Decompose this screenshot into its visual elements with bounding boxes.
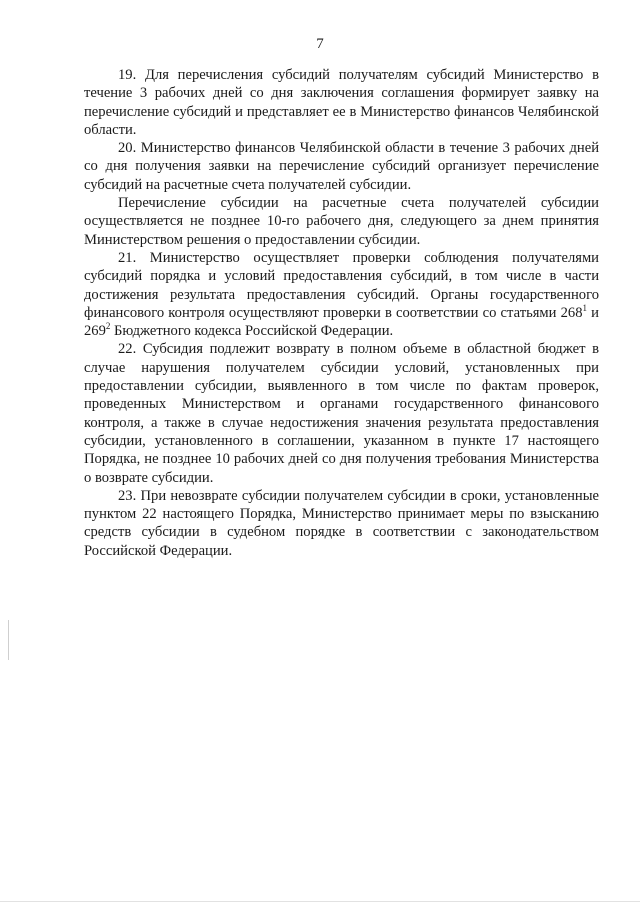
paragraph-21 — [84, 249, 599, 340]
paragraph-23: 23. При невозврате субсидии получателем субсидии в сроки, установленные пунктом 22 настоящего Порядка, Министерство принимает меры по взысканию средств субсидии в судебном порядке в соответствии с законодательством Российской Федерации. — [84, 487, 599, 559]
paragraph-21-and: и 269 — [84, 304, 599, 340]
document-body — [84, 66, 599, 560]
paragraph-20-continued: Перечисление субсидии на расчетные счета получателей субсидии осуществляется не позднее 10-го рабочего дня, следующего за днем принятия Министерством решения о предоставлении субсидии. — [84, 195, 599, 248]
paragraph-22: 22. Субсидия подлежит возврату в полном объеме в областной бюджет в случае нарушения получателем субсидии условий, установленных при предоставлении субсидии, выявленного в том числе по фактам проверок, проведенных Министерством и органами государственного финансового контроля, а также в случае недостижения значения результата предоставления субсидии, установленного в соглашении, указанном в пункте 17 настоящего Порядка, не позднее 10 рабочих дней со дня получения требования Министерства о возврате субсидии. — [84, 341, 599, 486]
paragraph-19: 19. Для перечисления субсидий получателям субсидий Министерство в течение 3 рабочих дней со дня заключения соглашения формирует заявку на перечисление субсидий и представляет ее в Министерство финансов Челябинской области. — [84, 67, 599, 138]
scan-artifact-bottom-edge — [0, 901, 640, 902]
paragraph-20: 20. Министерство финансов Челябинской области в течение 3 рабочих дней со дня получения заявки на перечисление субсидий организует перечисление субсидий на расчетные счета получателей субсидии. — [84, 140, 599, 193]
page-number: 7 — [316, 36, 324, 52]
scan-artifact-left — [8, 620, 9, 660]
superscript-268-1: 1 — [582, 302, 588, 313]
paragraph-21-text: 21. Министерство осуществляет проверки соблюдения получателями субсидий порядка и условий предоставления субсидий, в том числе в части достижения результата предоставления субсидий. Органы государственного финансового контроля осуществляют проверки в соответствии со статьями 268 — [84, 249, 599, 321]
paragraph-21-end: Бюджетного кодекса Российской Федерации. — [110, 323, 394, 340]
superscript-269-2: 2 — [105, 321, 111, 332]
